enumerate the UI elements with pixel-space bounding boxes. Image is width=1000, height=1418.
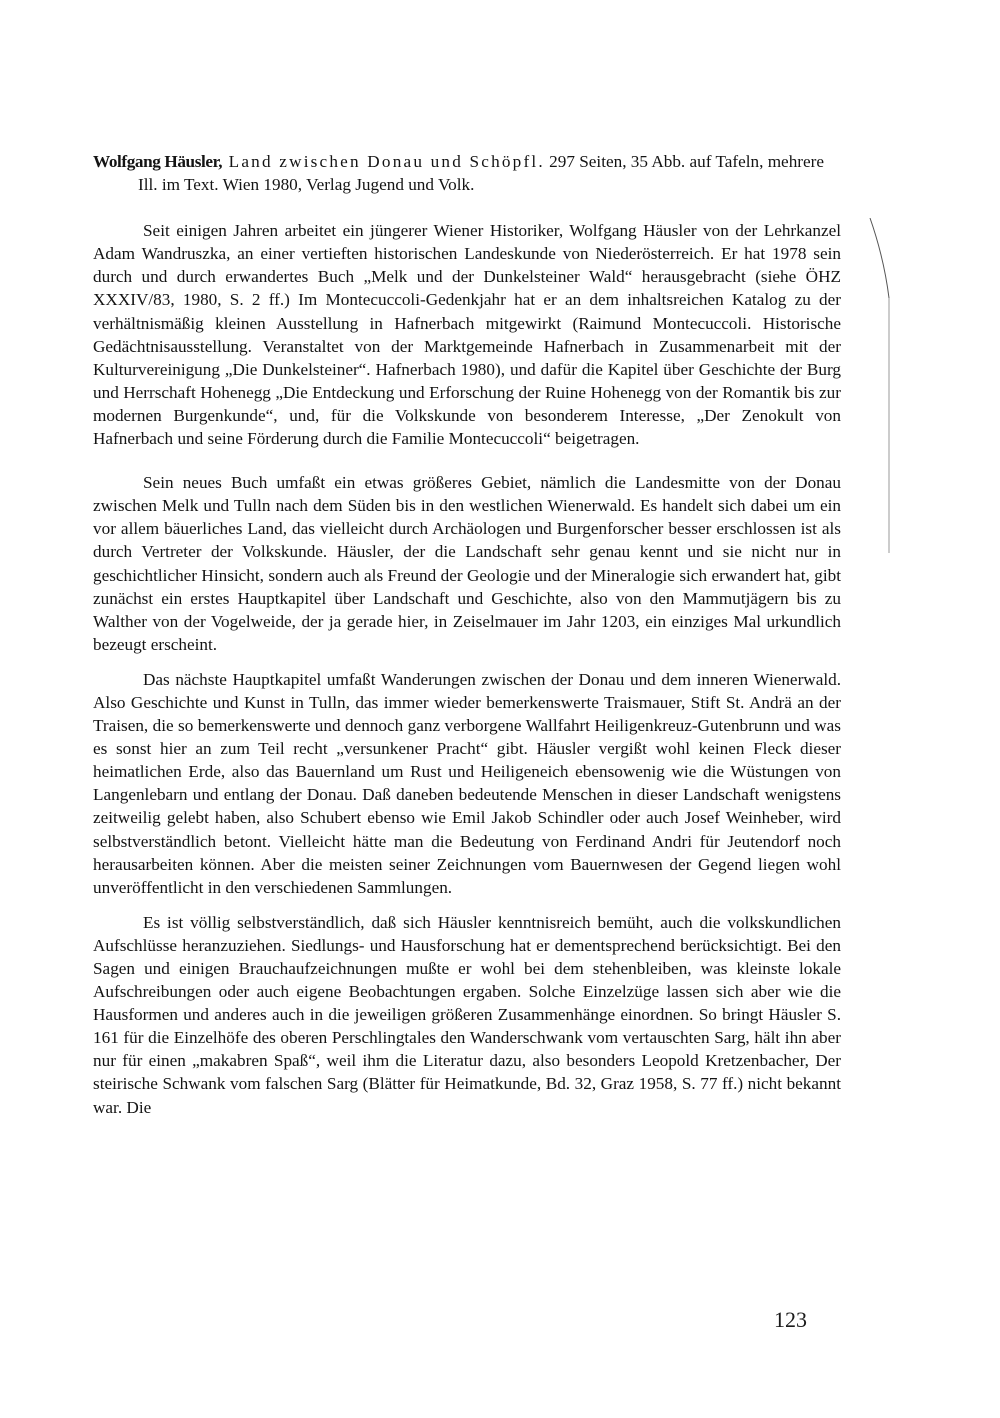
review-paragraph: Sein neues Buch umfaßt ein etwas größeres Gebiet, nämlich die Landesmitte von der Donau zwischen Melk und Tulln nach dem Süden bis in den westlichen Wienerwald. Es handelt sich dabei um ein vor allem bäuerliches Land, das vielleicht durch Archäologen und Burgenforscher besser erschlossen ist als durch Vertreter der Volkskunde. Häusler, der die Landschaft sehr genau kennt und sie nicht nur in geschichtlicher Hinsicht, sondern auch als Freund der Geologie und der Mineralogie sich erwandert hat, gibt zunächst ein erstes Hauptkapitel über Landschaft und Geschichte, also von den Mammutjägern bis zu Walther von der Vogelweide, der ja gerade hier, in Zeiselmauer im Jahr 1203, ein einziges Mal urkundlich bezeugt erscheint.	[93, 473, 841, 654]
citation-author: Wolfgang Häusler,	[93, 152, 223, 171]
book-citation	[93, 150, 841, 196]
review-paragraph: Seit einigen Jahren arbeitet ein jüngerer Wiener Historiker, Wolfgang Häusler von der Lehrkanzel Adam Wandruszka, an einer vertieften historischen Landeskunde von Niederösterreich. Er hat 1978 sein durch und durch erwandertes Buch „Melk und der Dunkelsteiner Wald“ herausgebracht (siehe ÖHZ XXXIV/83, 1980, S. 2 ff.) Im Montecuccoli-Gedenkjahr hat er an dem inhaltsreichen Katalog zu der verhältnismäßig kleinen Ausstellung in Hafnerbach mitgewirkt (Raimund Montecuccoli. Historische Gedächtnisausstellung. Veranstaltet von der Marktgemeinde Hafnerbach in Zusammenarbeit mit der Kulturvereinigung „Die Dunkelsteiner“. Hafnerbach 1980), und dafür die Kapitel über Geschichte der Burg und Herrschaft Hohenegg „Die Entdeckung und Erforschung der Ruine Hohenegg von der Romantik bis zur modernen Burgenkunde“, und, für die Volkskunde von besonderem Interesse, „Der Zenokult von Hafnerbach und seine Förderung durch die Familie Montecuccoli“ beigetragen.	[93, 221, 841, 449]
review-paragraph: Das nächste Hauptkapitel umfaßt Wanderungen zwischen der Donau und dem inneren Wienerwald. Also Geschichte und Kunst in Tulln, das immer wieder bemerkenswerte Traismauer, Stift St. Andrä an der Traisen, die so bemerkenswerte und dennoch ganz verborgene Wallfahrt Heiligenkreuz-Gutenbrunn und was es sonst hier an zum Teil recht „versunkener Pracht“ gibt. Häusler vergißt wohl keinen Fleck dieser heimatlichen Erde, also das Bauernland um Rust und Heiligeneich ebensowenig wie die Wüstungen von Langenlebarn und entlang der Donau. Daß daneben bedeutende Menschen in dieser Landschaft wenigstens zeitweilig gelebt haben, also Schubert ebenso wie Emil Jakob Schindler oder auch Josef Weinheber, wird selbstverständlich betont. Vielleicht hätte man die Bedeutung von Ferdinand Andri für Jeutendorf noch herausarbeiten können. Aber die meisten seiner Zeichnungen vom Bauernwesen der Gegend liegen wohl unveröffentlicht in den verschiedenen Sammlungen.	[93, 669, 841, 897]
review-paragraph: Es ist völlig selbstverständlich, daß sich Häusler kenntnisreich bemüht, auch die volkskundlichen Aufschlüsse heranzuziehen. Siedlungs- und Hausforschung hat er dementsprechend berücksichtigt. Bei den Sagen und einigen Brauchaufzeichnungen mußte er wohl bei dem stehenbleiben, was kleinste lokale Aufschreibungen oder auch eigene Beobachtungen ergaben. Solche Einzelzüge lassen sich aber wie die Hausformen und anderes auch in die jeweiligen größeren Zusammenhänge einordnen. So bringt Häusler S. 161 für die Einzelhöfe des oberen Perschlingtales den Wanderschwank vom vertauschten Sarg, hält ihn aber nur für einen „makabren Spaß“, weil ihm die Literatur dazu, also besonders Leopold Kretzenbacher, Der steirische Schwank vom falschen Sarg (Blätter für Heimatkunde, Bd. 32, Graz 1958, S. 77 ff.) nicht bekannt war. Die	[93, 912, 841, 1117]
citation-title: Land zwischen Donau und Schöpfl.	[222, 152, 545, 171]
document-page	[93, 150, 841, 1130]
margin-scan-line	[868, 218, 898, 558]
page-number: 123	[774, 1307, 807, 1332]
citation-details: 297 Seiten, 35 Abb. auf Tafeln, mehrere Ill. im Text. Wien 1980, Verlag Jugend und Volk.	[138, 152, 824, 195]
